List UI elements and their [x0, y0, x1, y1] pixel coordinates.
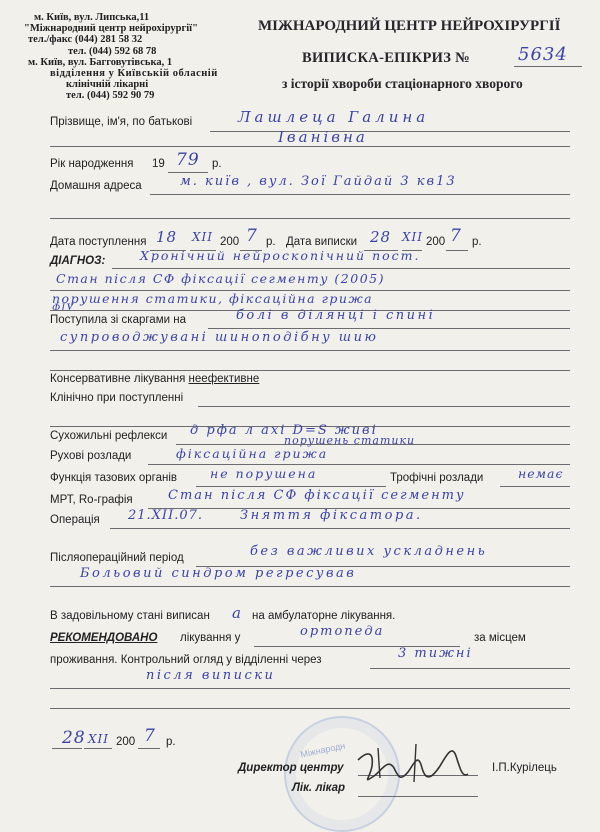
discharge-state-text: В задовільному стані виписан [50, 610, 210, 622]
name-label: Прізвище, ім'я, по батькові [50, 116, 193, 128]
reflexes-value: д рфа л ахі D=S живі [190, 423, 378, 438]
center-name: МІЖНАРОДНИЙ ЦЕНТР НЕЙРОХІРУРГІЇ [258, 18, 561, 34]
patronymic-value: Іванівна [278, 128, 368, 146]
birth-year-prefix: 19 [152, 158, 165, 170]
diagnosis-line-3: порушення статики, фіксаційна грижа [52, 291, 374, 306]
footer-year-suffix: р. [166, 736, 176, 748]
surgery-value: Зняття фіксатора. [240, 508, 423, 523]
admission-year: 7 [246, 226, 258, 246]
document-subtitle: з історії хвороби стаціонарного хворого [282, 76, 523, 91]
document-title: ВИПИСКА-ЕПІКРИЗ № [302, 50, 470, 66]
treatment-text: лікування у [180, 632, 241, 644]
surgery-label: Операція [50, 514, 100, 526]
diagnosis-line-2: Стан після СФ фіксації сегменту (2005) [56, 271, 385, 286]
discharge-year-suffix: р. [472, 236, 482, 248]
director-name: І.П.Курілець [492, 762, 557, 774]
admission-month: XII [192, 230, 214, 244]
address-line: тел. (044) 592 90 79 [66, 90, 155, 102]
postop-label: Післяопераційний період [50, 552, 184, 564]
control-exam-line-2: після виписки [146, 668, 276, 683]
recommended-label: РЕКОМЕНДОВАНО [50, 632, 158, 644]
conservative-treatment-text: Консервативне лікування [50, 373, 186, 385]
complaints-line-2: супроводжувані шиноподібну шию [60, 330, 379, 345]
footer-year: 7 [144, 726, 156, 746]
address-line: тел./факс (044) 281 58 32 [28, 34, 143, 46]
director-signature [352, 738, 472, 798]
place-text: за місцем [474, 632, 526, 644]
control-exam-value: 3 тижні [398, 646, 473, 661]
name-value: Лашлеца Галина [238, 108, 430, 126]
diagnosis-mark: ФІУ [52, 303, 75, 314]
address-line: тел. (044) 592 68 78 [68, 45, 157, 57]
discharge-month: XII [402, 230, 424, 244]
reflexes-label: Сухожильні рефлекси [50, 430, 168, 442]
motor-disorders-label: Рухові розлади [50, 450, 132, 462]
document-number: 5634 [518, 44, 568, 65]
diagnosis-label: ДІАГНОЗ: [50, 255, 106, 267]
complaints-line-1: болі в ділянці і спині [236, 308, 436, 323]
motor-disorders-value: фіксаційна грижа [176, 446, 329, 461]
admission-year-suffix: р. [266, 236, 276, 248]
address-line: "Міжнародний центр нейрохірургії" [24, 23, 198, 35]
pelvic-function-value: не порушена [210, 466, 318, 481]
mri-label: МРТ, Ro-графія [50, 494, 133, 506]
stamp-text: Міжнародн [299, 740, 347, 760]
admission-date-label: Дата поступлення [50, 236, 147, 248]
complaints-label: Поступила зі скаргами на [50, 314, 186, 326]
discharge-outpatient-text: на амбулаторне лікування. [252, 610, 396, 622]
birth-year-value: 79 [176, 150, 200, 170]
birth-year-label: Рік народження [50, 158, 134, 170]
discharge-suffix: а [232, 604, 242, 622]
trophic-value: немає [518, 466, 564, 481]
treatment-specialist: ортопеда [300, 624, 385, 639]
postop-line-2: Больовий синдром регресував [80, 566, 357, 581]
footer-day: 28 [62, 728, 86, 748]
discharge-year-prefix: 200 [426, 236, 446, 248]
trophic-label: Трофічні розлади [390, 472, 484, 484]
address-line: м. Київ, вул. Липська,11 [34, 12, 150, 23]
footer-month: XII [88, 732, 110, 746]
discharge-day: 28 [370, 228, 392, 246]
conservative-treatment-value: неефективне [188, 373, 260, 385]
discharge-date-label: Дата виписки [286, 236, 358, 248]
address-line: м. Київ, вул. Багговутівська, 1 [28, 56, 173, 68]
reflexes-overwrite: порушень статики [284, 434, 416, 447]
pelvic-function-label: Функція тазових органів [50, 472, 178, 484]
admission-day: 18 [156, 228, 178, 246]
director-label: Директор центру [238, 762, 344, 774]
mri-value: Стан після СФ фіксації сегменту [168, 488, 466, 503]
birth-year-suffix: р. [212, 158, 222, 170]
diagnosis-line-1: Хронічний нейроскопічний пост. [140, 248, 421, 263]
clinic-address-block [6, 12, 218, 102]
discharge-year: 7 [450, 226, 462, 246]
doctor-label: Лік. лікар [292, 782, 346, 794]
conservative-treatment-label [50, 373, 259, 385]
address-line: клінічній лікарні [66, 79, 149, 91]
admission-year-prefix: 200 [220, 236, 240, 248]
control-exam-text: проживання. Контрольний огляд у відділенні через [50, 654, 322, 666]
clinical-label: Клінічно при поступленні [50, 392, 184, 404]
footer-year-prefix: 200 [116, 736, 136, 748]
home-address-value: м. київ , вул. Зої Гайдай 3 кв13 [180, 174, 457, 189]
home-address-label: Домашня адреса [50, 180, 142, 192]
surgery-date: 21.XII.07. [128, 508, 204, 523]
address-line: відділення у Київській обласній [50, 68, 218, 80]
postop-line-1: без важливих ускладнень [250, 544, 488, 559]
